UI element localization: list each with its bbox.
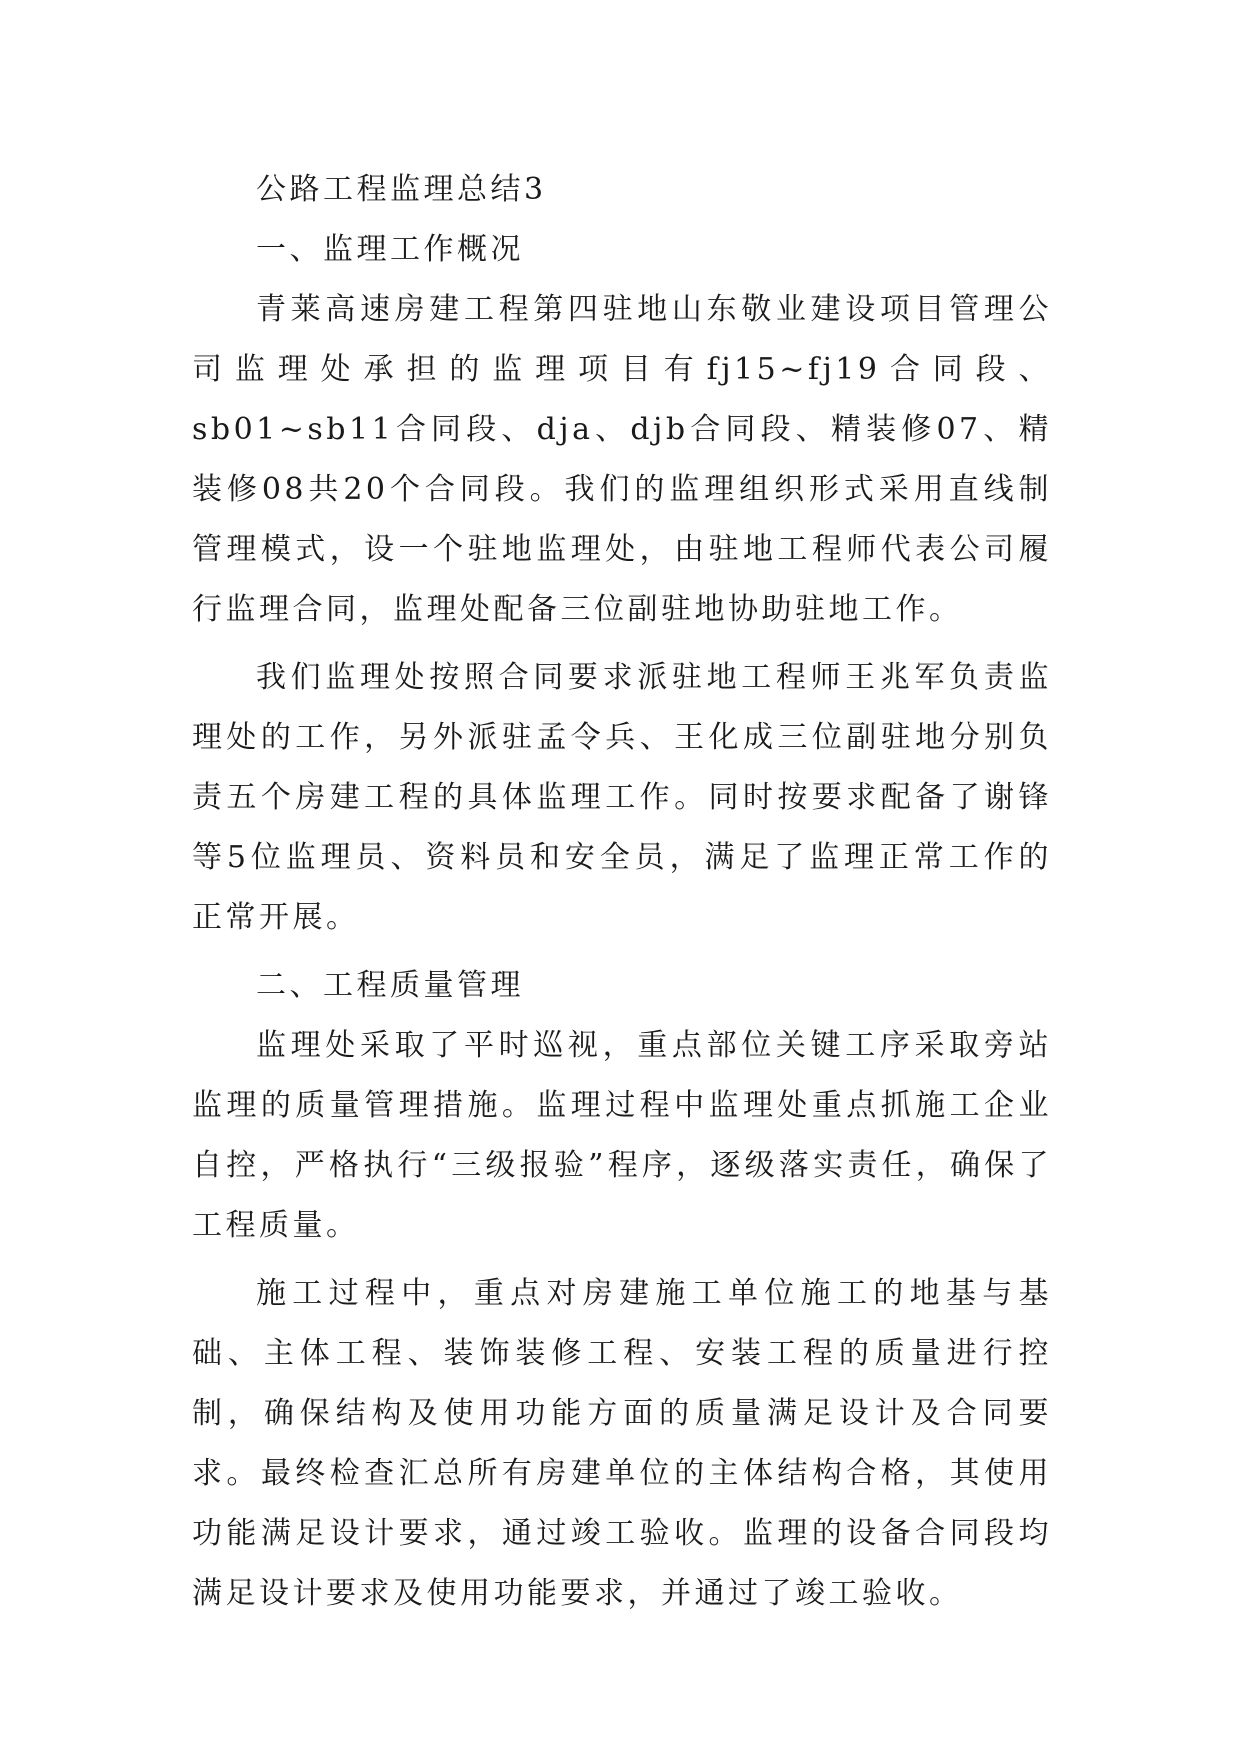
body-paragraph: 我们监理处按照合同要求派驻地工程师王兆军负责监理处的工作，另外派驻孟令兵、王化成三位副驻地分别负责五个房建工程的具体监理工作。同时按要求配备了谢锋等5位监理员、资料员和安全员，满足了监理正常工作的正常开展。: [192, 660, 1052, 935]
body-paragraph: 施工过程中，重点对房建施工单位施工的地基与基础、主体工程、装饰装修工程、安装工程的质量进行控制，确保结构及使用功能方面的质量满足设计及合同要求。最终检查汇总所有房建单位的主体结构合格，其使用功能满足设计要求，通过竣工验收。监理的设备合同段均满足设计要求及使用功能要求，并通过了竣工验收。: [192, 1276, 1052, 1611]
section-heading: 二、工程质量管理: [256, 968, 524, 1003]
section-heading: 一、监理工作概况: [256, 232, 524, 267]
document-body: [192, 160, 1052, 1624]
body-paragraph: 青莱高速房建工程第四驻地山东敬业建设项目管理公司监理处承担的监理项目有fj15~fj19合同段、sb01~sb11合同段、dja、djb合同段、精装修07、精装修08共20个合同段。我们的监理组织形式采用直线制管理模式，设一个驻地监理处，由驻地工程师代表公司履行监理合同，监理处配备三位副驻地协助驻地工作。: [192, 292, 1052, 627]
document-title: 公路工程监理总结3: [256, 172, 547, 207]
body-paragraph: 监理处采取了平时巡视，重点部位关键工序采取旁站监理的质量管理措施。监理过程中监理处重点抓施工企业自控，严格执行“三级报验”程序，逐级落实责任，确保了工程质量。: [192, 1028, 1052, 1243]
